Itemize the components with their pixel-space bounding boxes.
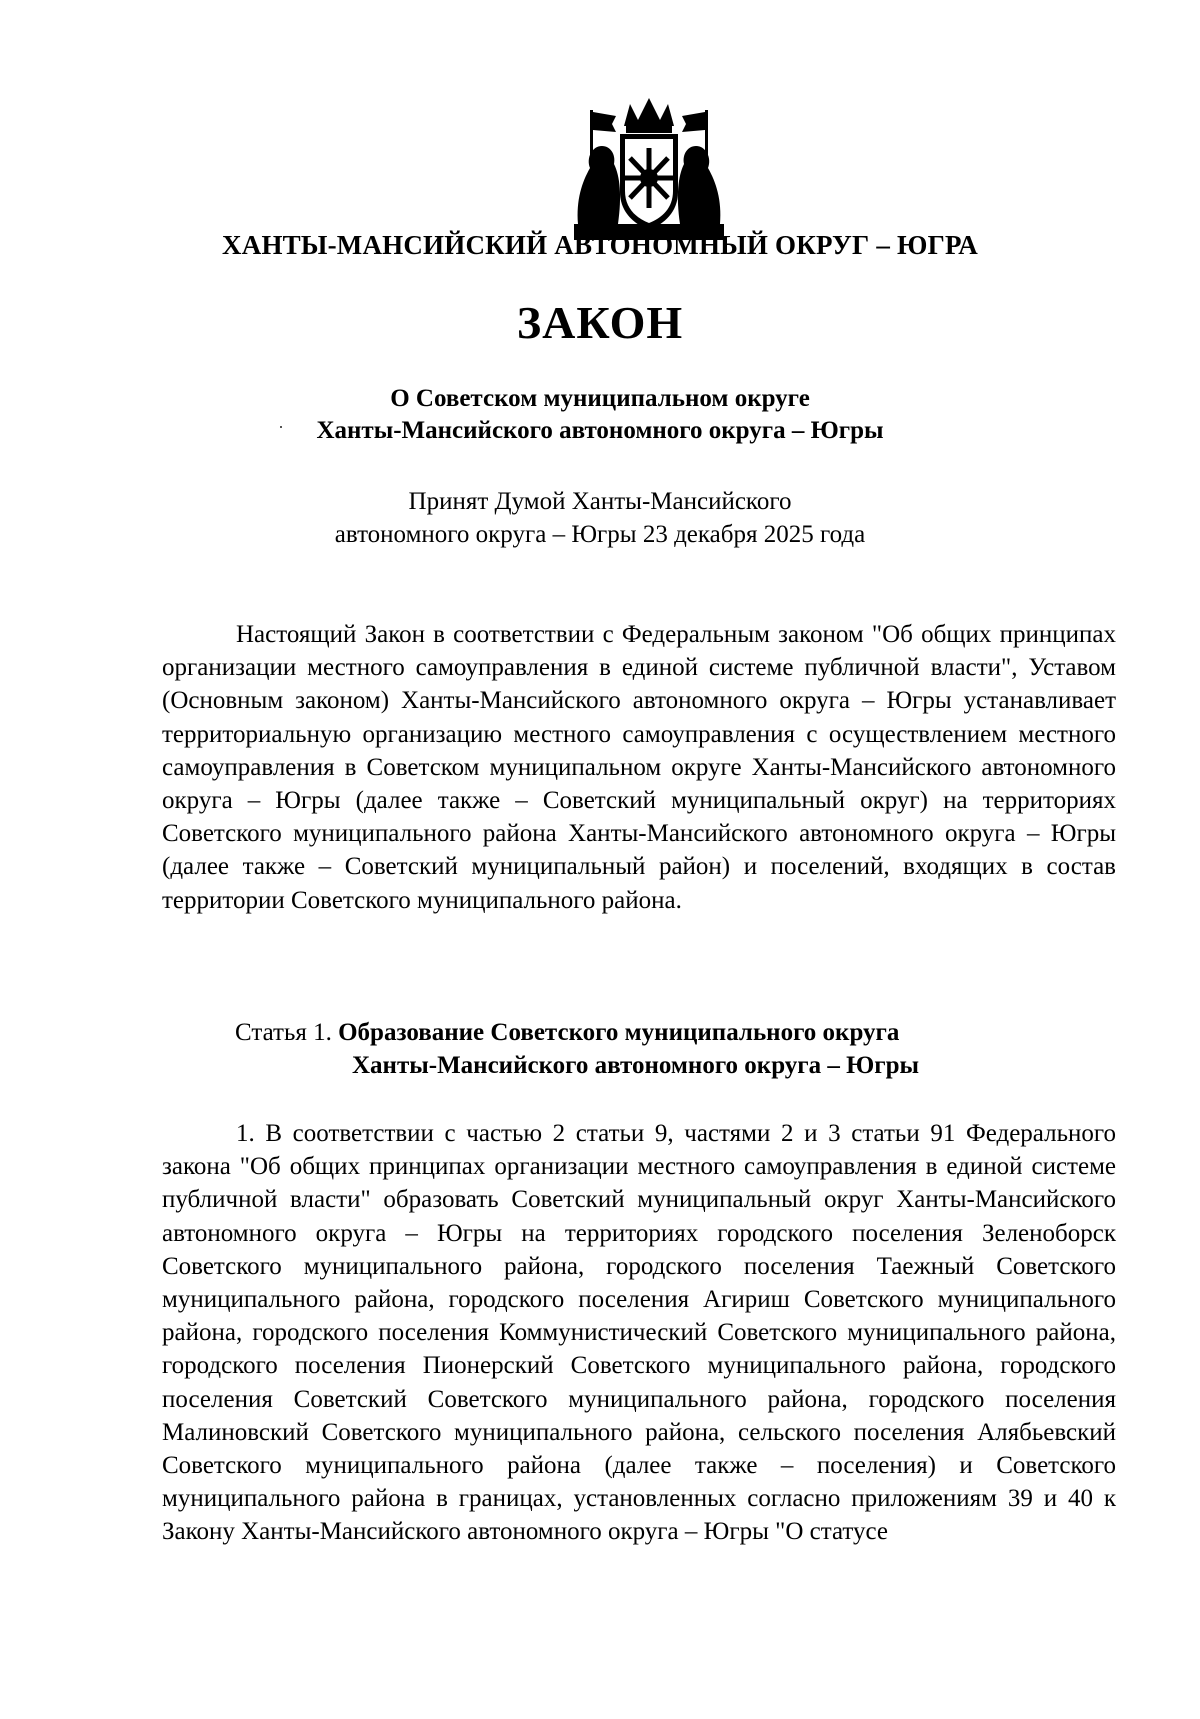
law-subject [0, 383, 1200, 447]
article-1-paragraph-1: 1. В соответствии с частью 2 статьи 9, частями 2 и 3 статьи 91 Федерального закона "Об общих принципах организации местного самоуправления в единой системе публичной власти" образовать Советский муниципальный округ Ханты-Мансийского автономного округа – Югры на территориях городского поселения Зеленоборск Советского муниципального района, городского поселения Таежный Советского муниципального района, городского поселения Агириш Советского муниципального района, городского поселения Коммунистический Советского муниципального района, городского поселения Пионерский Советского муниципального района, городского поселения Советский Советского муниципального района, городского поселения Малиновский Советского муниципального района, сельского поселения Алябьевский Советского муниципального района (далее также – поселения) и Советского муниципального района в границах, установленных согласно приложениям 39 и 40 к Закону Ханты-Мансийского автономного округа – Югры "О статусе [162, 1120, 1116, 1546]
preamble [162, 618, 1116, 917]
article-1-body [162, 1117, 1116, 1549]
document-type-title: ЗАКОН [516, 297, 684, 348]
coat-of-arms-icon [572, 96, 726, 246]
article-1-title-line-2: Ханты-Мансийского автономного округа – Югры [352, 1052, 920, 1079]
article-1-number: Статья 1. [235, 1019, 332, 1046]
adoption-note [0, 485, 1200, 551]
preamble-paragraph: Настоящий Закон в соответствии с Федеральным законом "Об общих принципах организации местного самоуправления в единой системе публичной власти", Уставом (Основным законом) Ханты-Мансийского автономного округа – Югры устанавливает территориальную организацию местного самоуправления с осуществлением местного самоуправления в Советском муниципальном округе Ханты-Мансийского автономного округа – Югры (далее также – Советский муниципальный округ) на территориях Советского муниципального района Ханты-Мансийского автономного округа – Югры (далее также – Советский муниципальный район) и поселений, входящих в состав территории Советского муниципального района. [162, 621, 1116, 914]
law-subject-line-2: Ханты-Мансийского автономного округа – Югры [316, 417, 884, 444]
scan-speck [280, 426, 282, 428]
article-1-title-line-1: Образование Советского муниципального округа [338, 1019, 900, 1046]
law-subject-line-1: О Советском муниципальном округе [390, 385, 810, 412]
adoption-note-line-1: Принят Думой Ханты-Мансийского [408, 488, 792, 515]
article-1-heading [235, 1016, 919, 1082]
region-name: ХАНТЫ-МАНСИЙСКИЙ АВТОНОМНЫЙ ОКРУГ – ЮГРА [222, 230, 978, 260]
adoption-note-line-2: автономного округа – Югры 23 декабря 2025 года [334, 521, 866, 548]
